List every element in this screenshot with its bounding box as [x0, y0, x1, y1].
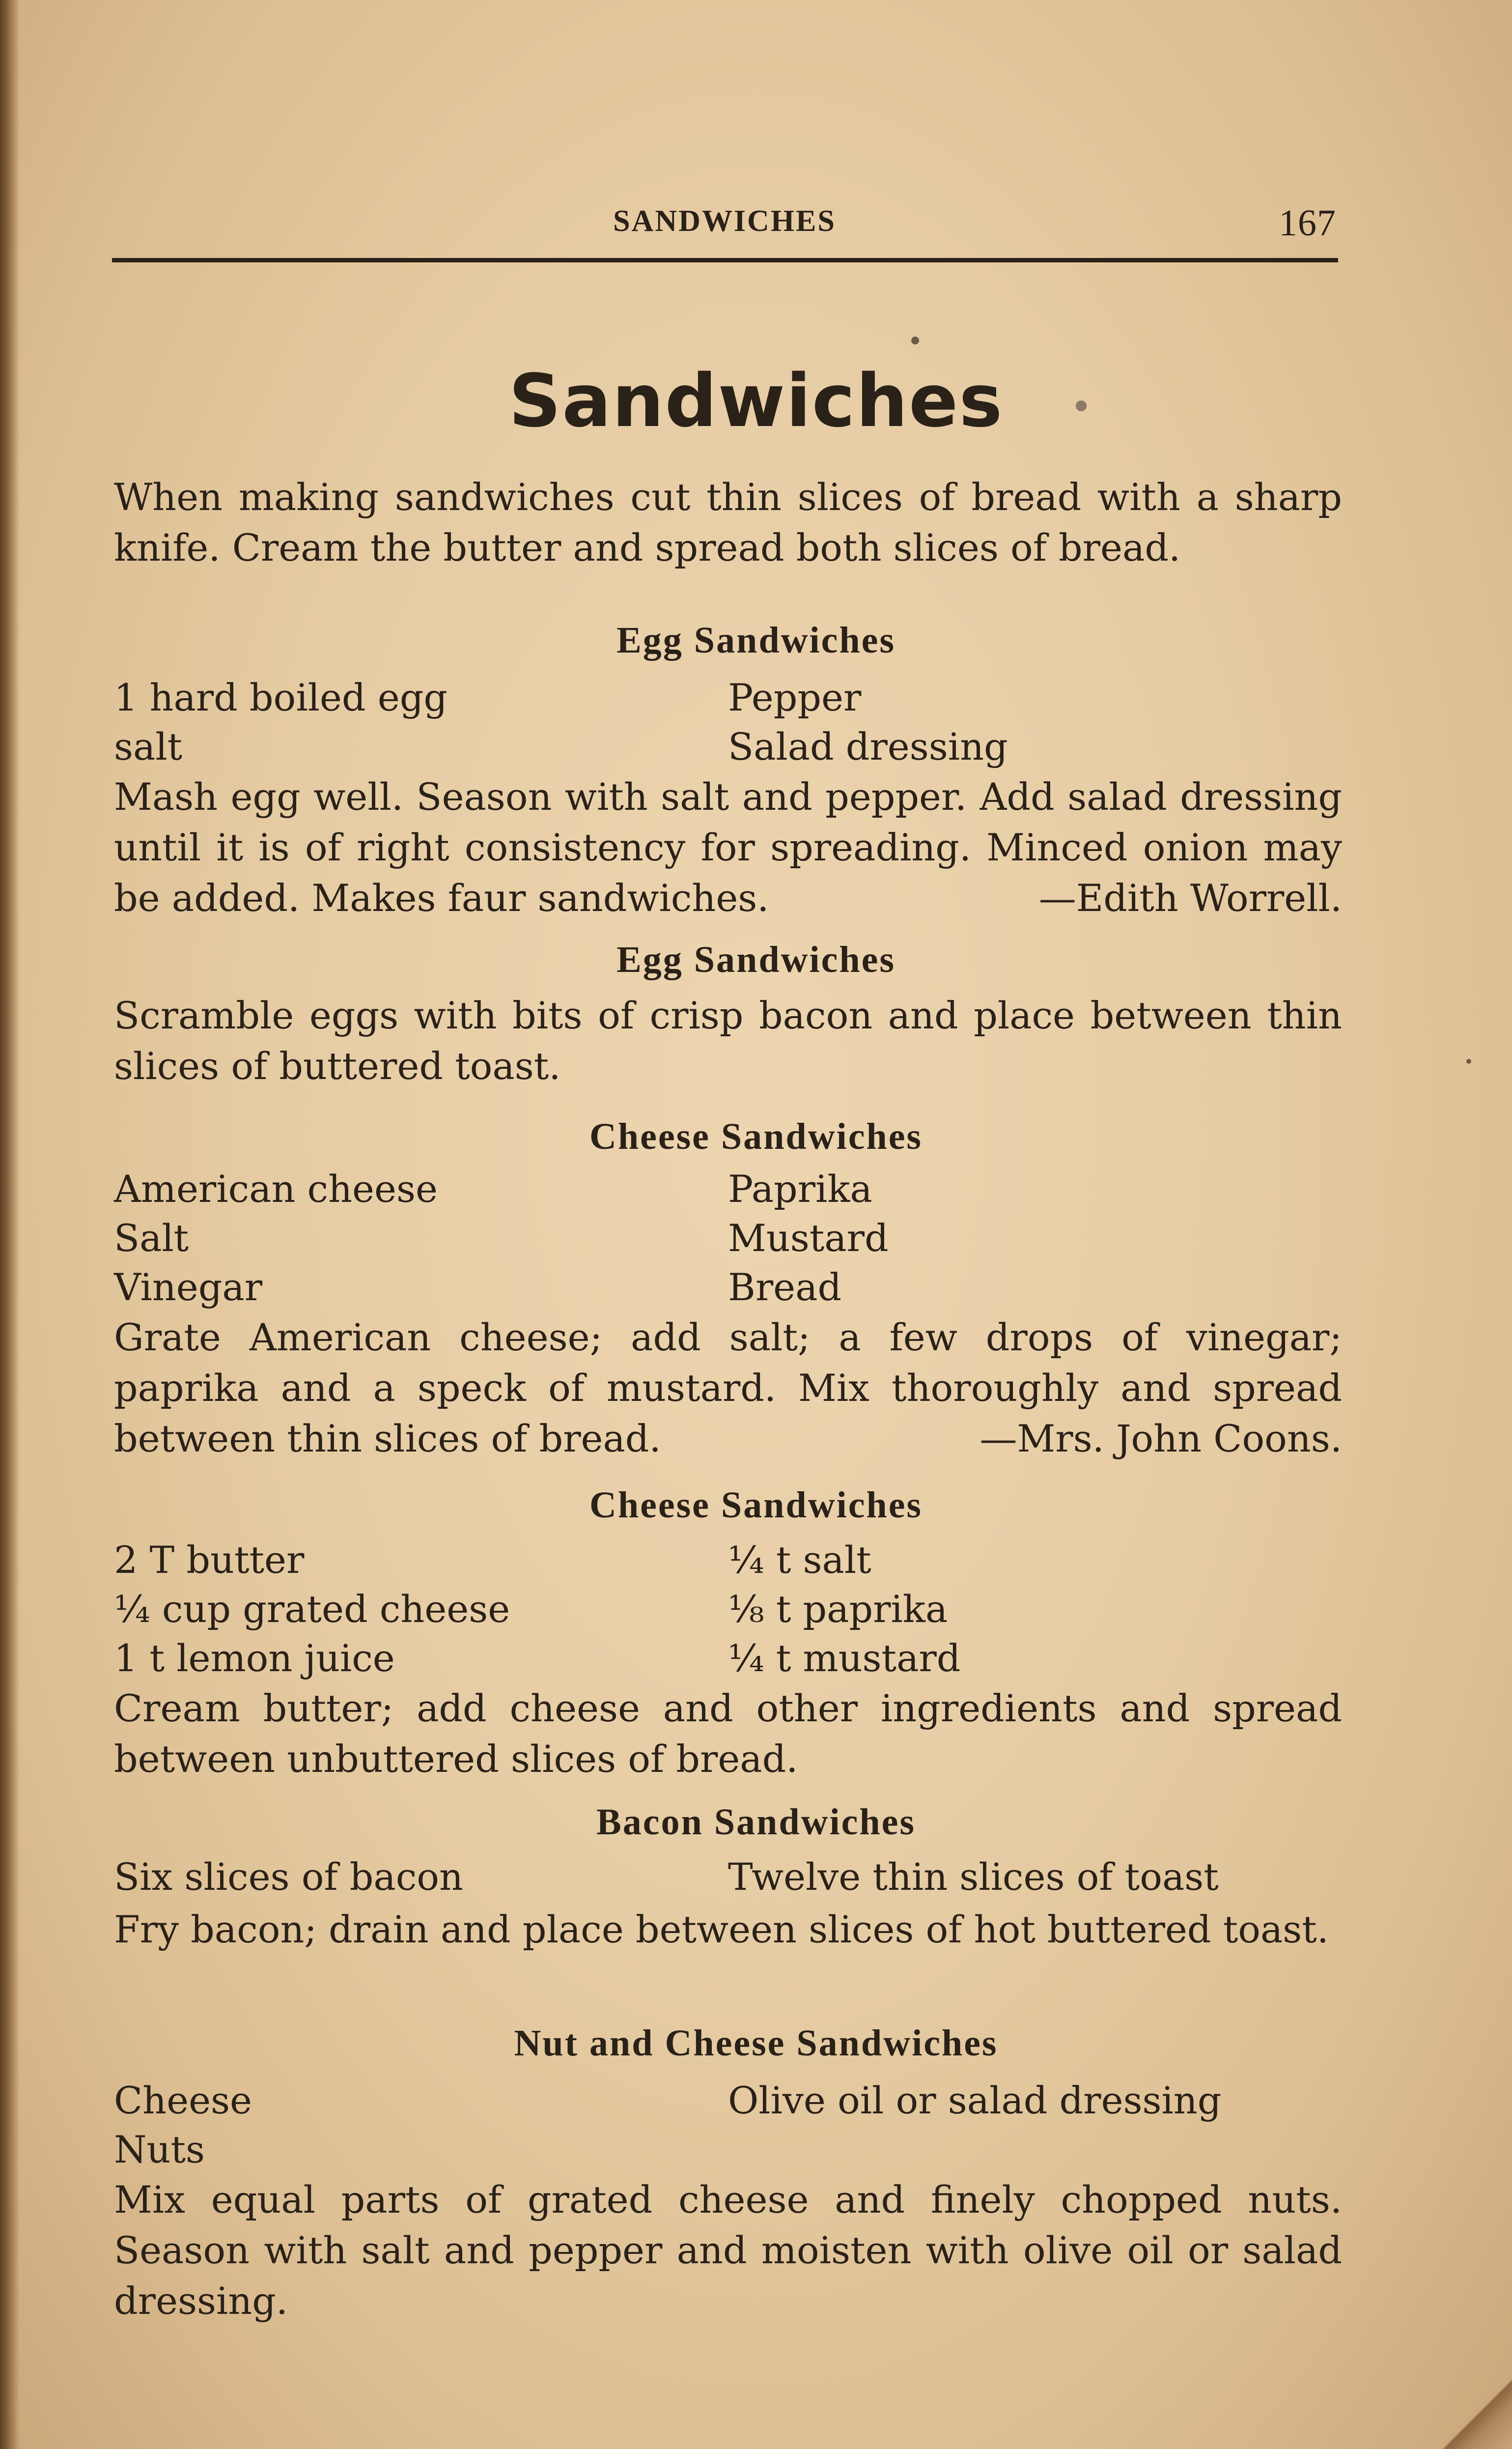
ingredient: Mustard	[728, 1216, 889, 1260]
ingredient: Six slices of bacon	[114, 1855, 463, 1899]
recipe-method: Cream butter; add cheese and other ingredients and spread between unbuttered slices of bread.	[114, 1686, 1342, 1781]
ingredient-list	[114, 2076, 1342, 2174]
ingredient: Salt	[114, 1216, 189, 1260]
ingredient-row	[114, 2125, 1342, 2174]
ingredient: salt	[114, 725, 183, 769]
ingredient-row	[114, 1852, 1342, 1902]
page-title: Sandwiches	[508, 359, 1004, 443]
ingredient-row	[114, 1585, 1342, 1634]
ingredient-row	[114, 673, 1342, 722]
ingredient: Pepper	[728, 676, 862, 719]
ingredient: Cheese	[114, 2079, 252, 2122]
method-text: Grate American cheese; add salt; a few drops of vinegar; paprika and a speck of mustard. Mix thoroughly and spread between thin slices of bread.	[114, 1315, 1342, 1460]
ingredient-list	[114, 1165, 1342, 1312]
recipe-method	[114, 1312, 1342, 1464]
recipe-heading-egg-sandwiches-1: Egg Sandwiches	[616, 620, 896, 661]
ingredient-list	[114, 1536, 1342, 1683]
method-text: Mash egg well. Season with salt and pepper. Add salad dressing until it is of right consistency for spreading. Minced onion may be added. Makes faur sandwiches.	[114, 775, 1342, 920]
paper-speck	[911, 337, 919, 344]
ingredient: 1 t lemon juice	[114, 1636, 395, 1680]
ingredient-row	[114, 1165, 1342, 1214]
header-rule	[112, 258, 1338, 262]
ingredient: Salad dressing	[728, 725, 1008, 769]
ingredient-row	[114, 2076, 1342, 2125]
intro-paragraph: When making sandwiches cut thin slices of bread with a sharp knife. Cream the butter and spread both slices of bread.	[114, 475, 1342, 570]
ingredient: Nuts	[114, 2128, 205, 2171]
ingredient: ¼ t salt	[728, 1538, 871, 1582]
ingredient-row	[114, 1634, 1342, 1683]
recipe-heading-bacon-sandwiches: Bacon Sandwiches	[596, 1801, 916, 1843]
paper-speck	[1466, 1059, 1471, 1064]
ingredient-list	[114, 1852, 1342, 1902]
ingredient: 1 hard boiled egg	[114, 676, 448, 719]
ingredient: Twelve thin slices of toast	[728, 1855, 1219, 1899]
recipe-method: Mix equal parts of grated cheese and finely chopped nuts. Season with salt and pepper and moisten with olive oil or salad dressing.	[114, 2178, 1342, 2323]
recipe-heading-egg-sandwiches-2: Egg Sandwiches	[616, 939, 896, 980]
ingredient: Paprika	[728, 1167, 872, 1211]
recipe-author: —Edith Worrell.	[1038, 876, 1342, 920]
ingredient: Bread	[728, 1265, 842, 1309]
ingredient-row	[114, 1536, 1342, 1585]
recipe-heading-cheese-sandwiches-1: Cheese Sandwiches	[589, 1116, 923, 1157]
running-head	[113, 204, 1336, 243]
recipe-heading-nut-and-cheese-sandwiches: Nut and Cheese Sandwiches	[514, 2022, 998, 2064]
ingredient-row	[114, 1214, 1342, 1263]
ingredient: 2 T butter	[114, 1538, 305, 1582]
recipe-heading-cheese-sandwiches-2: Cheese Sandwiches	[589, 1484, 923, 1526]
ingredient-row	[114, 722, 1342, 771]
recipe-method: Scramble eggs with bits of crisp bacon and place between thin slices of buttered toast.	[114, 994, 1342, 1088]
ingredient-list	[114, 673, 1342, 771]
ingredient-row	[114, 1263, 1342, 1312]
ingredient: Olive oil or salad dressing	[728, 2079, 1222, 2122]
recipe-author: —Mrs. John Coons.	[980, 1417, 1342, 1460]
recipe-method	[114, 771, 1342, 923]
ingredient: ¼ cup grated cheese	[114, 1587, 510, 1631]
running-title: SANDWICHES	[613, 204, 836, 238]
paper-speck	[1076, 400, 1087, 411]
ingredient: ⅛ t paprika	[728, 1587, 948, 1631]
page-number: 167	[1279, 202, 1336, 244]
ingredient: American cheese	[114, 1167, 438, 1211]
recipe-method: Fry bacon; drain and place between slices of hot buttered toast.	[114, 1908, 1329, 1951]
ingredient: ¼ t mustard	[728, 1636, 961, 1680]
ingredient: Vinegar	[114, 1265, 263, 1309]
